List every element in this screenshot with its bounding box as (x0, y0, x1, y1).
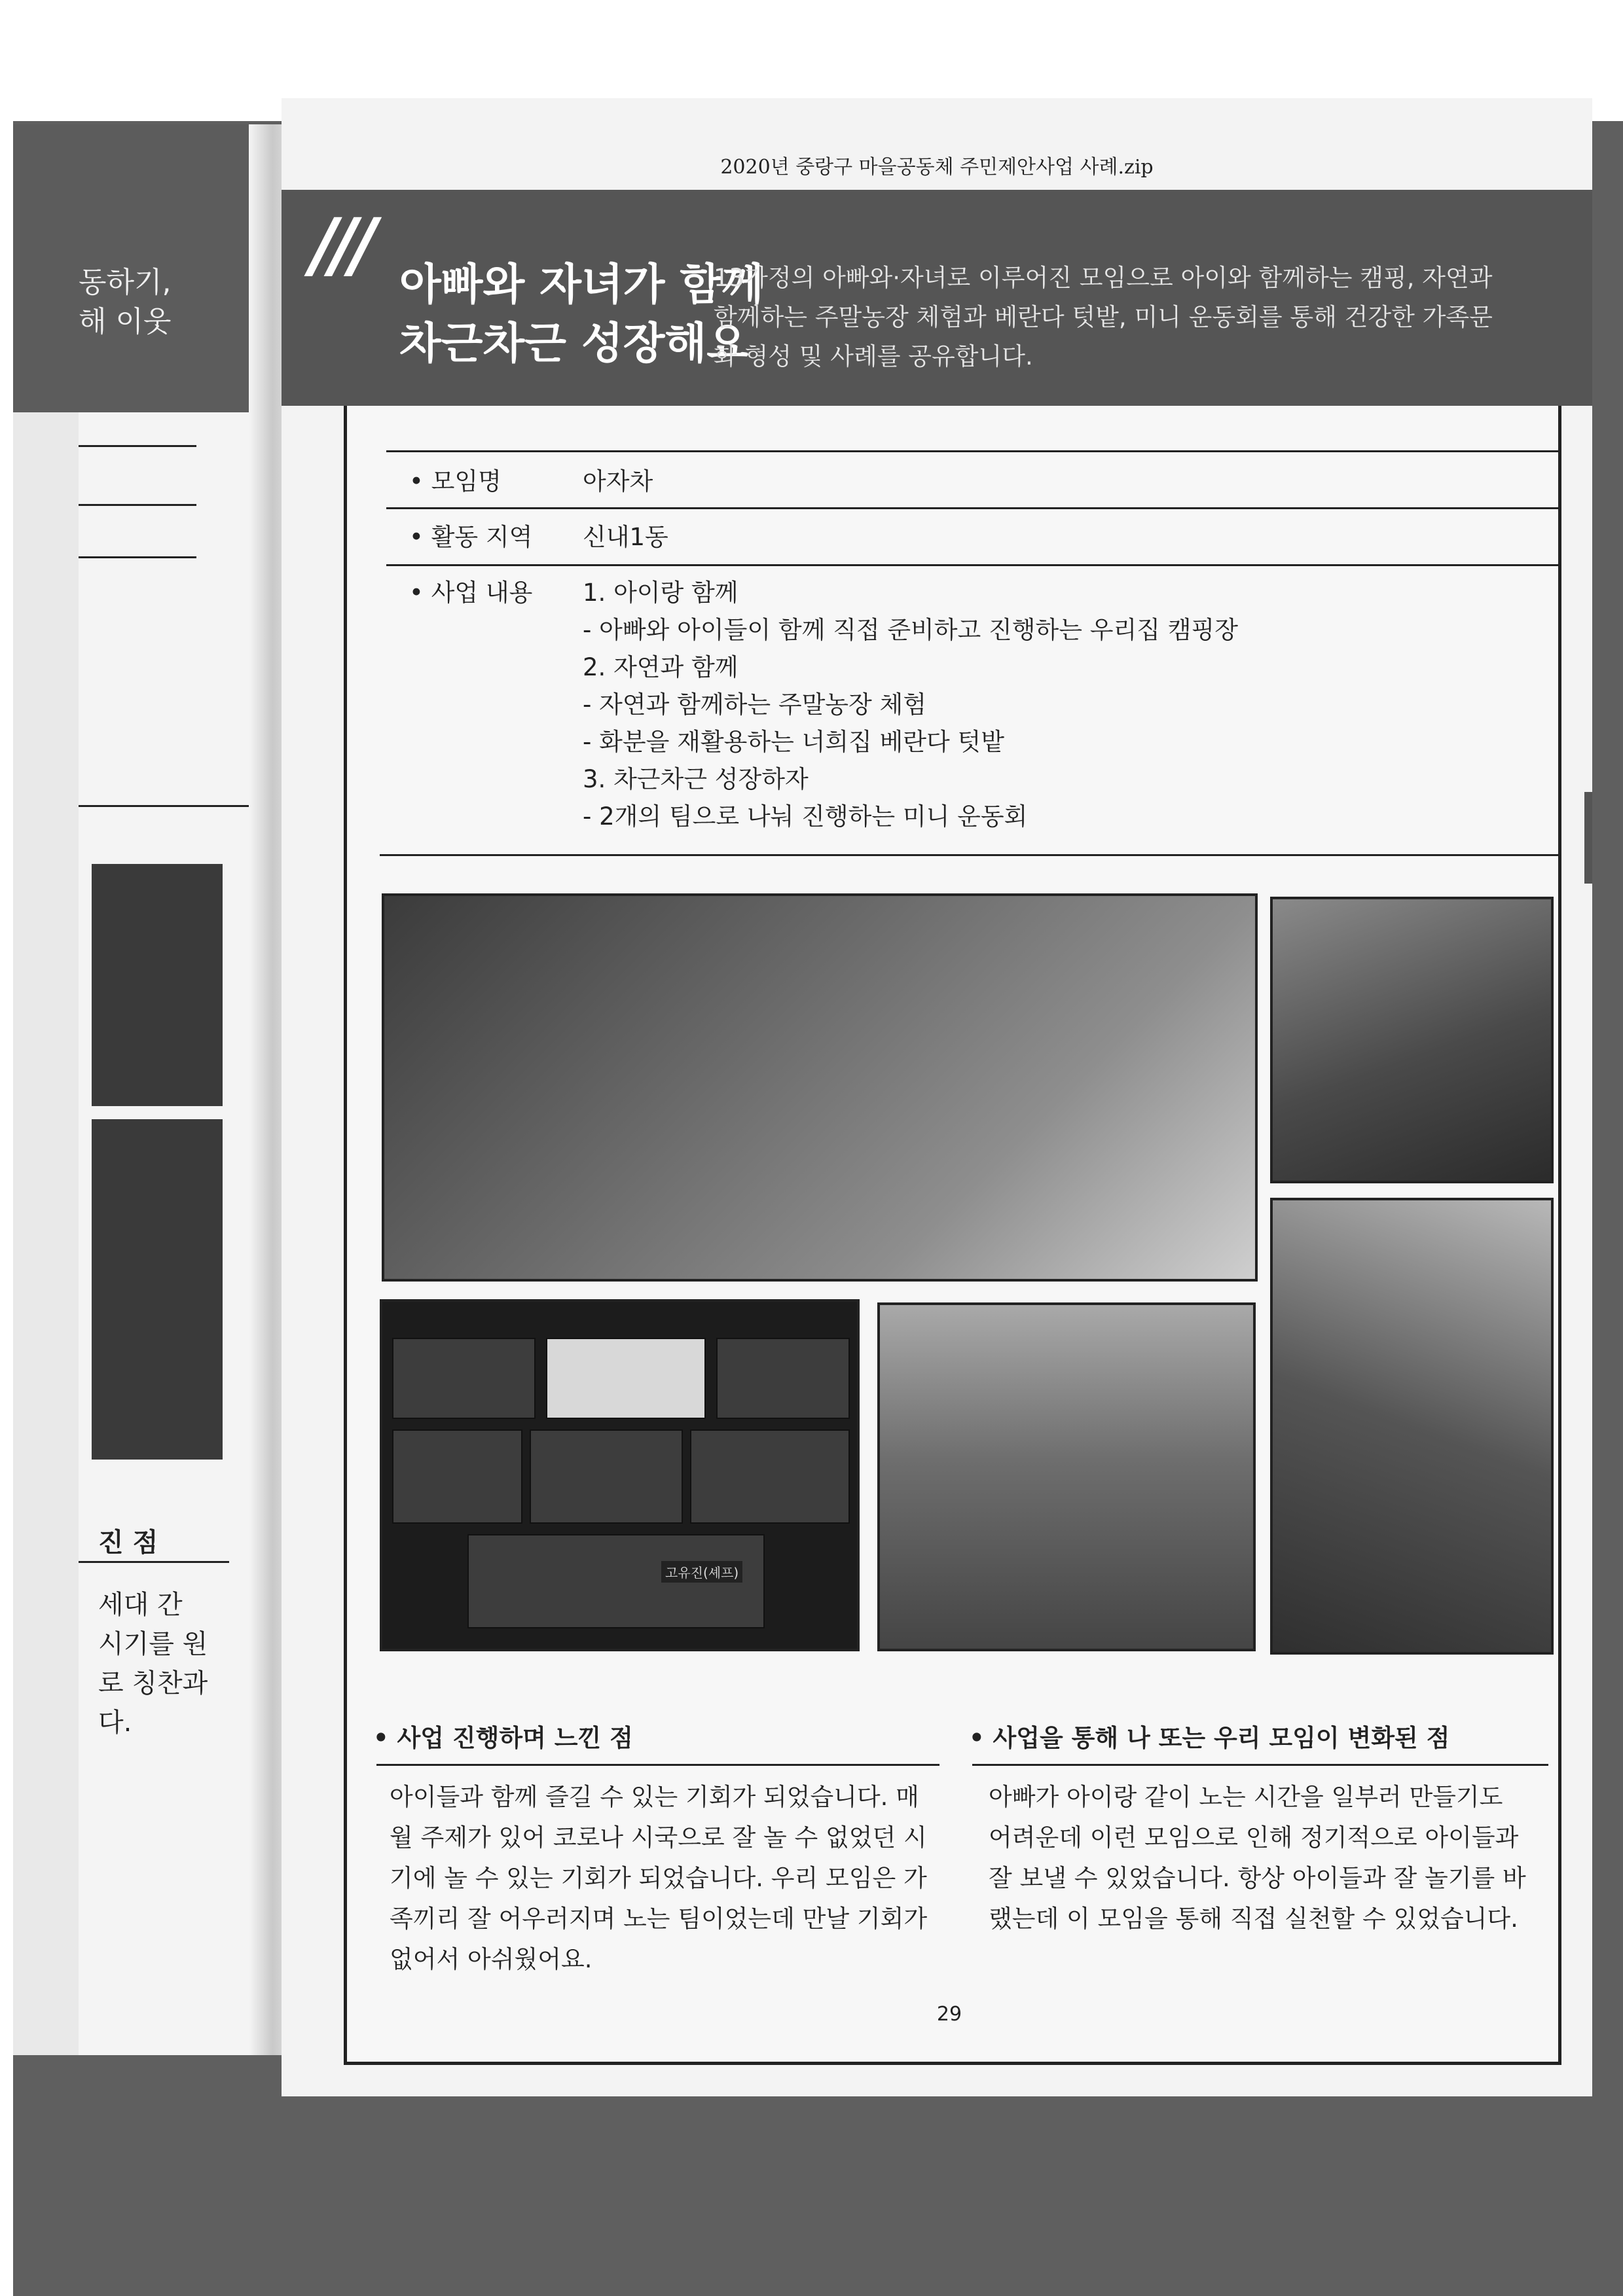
video-tile (392, 1338, 536, 1419)
prev-body-3: 로 칭찬과 (98, 1668, 208, 1698)
section-right-heading: • 사업을 통해 나 또는 우리 모임이 변화된 점 (969, 1724, 1450, 1752)
section-left-line: 아이들과 함께 즐길 수 있는 기회가 되었습니다. 매 (390, 1783, 919, 1811)
prev-rule (79, 1561, 229, 1563)
group-name-label: • 모임명 (409, 467, 501, 495)
section-right-line: 어려운데 이런 모임으로 인해 정기적으로 아이들과 (989, 1823, 1519, 1852)
section-left-line: 없어서 아쉬웠어요. (390, 1945, 593, 1973)
photo-kids-activity (1270, 1198, 1554, 1655)
page-edge-tab (1584, 792, 1592, 884)
area-label: • 활동 지역 (409, 523, 533, 551)
content-line: 3. 차근차근 성장하자 (583, 765, 809, 793)
area-value: 신내1동 (583, 523, 668, 551)
content-line: - 2개의 팀으로 나눠 진행하는 미니 운동회 (583, 802, 1028, 831)
previous-page-edge (13, 124, 275, 2055)
prev-heading: 진 점 (98, 1528, 158, 1558)
section-left-body (390, 1777, 953, 1980)
video-tile (690, 1429, 850, 1524)
prev-rule (79, 504, 196, 506)
section-left-line: 기에 놀 수 있는 기회가 되었습니다. 우리 모임은 가 (390, 1864, 927, 1892)
prev-rule (79, 445, 196, 447)
banner-title-line-2: 차근차근 성장해요 (399, 318, 749, 368)
video-tile (716, 1338, 850, 1419)
content-label: • 사업 내용 (409, 579, 533, 607)
prev-banner-text-2: 해 이웃 (79, 305, 172, 338)
video-tile (530, 1429, 683, 1524)
section-left-rule (376, 1764, 939, 1766)
photo-video-meeting (380, 1299, 860, 1651)
prev-body-2: 시기를 원 (98, 1629, 208, 1659)
photo-camping (877, 1302, 1256, 1651)
group-name-value: 아자차 (583, 467, 653, 495)
prev-banner-text-1: 동하기, (79, 266, 172, 299)
content-line: - 아빠와 아이들이 함께 직접 준비하고 진행하는 우리집 캠핑장 (583, 616, 1238, 644)
section-left-line: 족끼리 잘 어우러지며 노는 팀이었는데 만날 기회가 (390, 1905, 928, 1933)
prev-rule (79, 556, 196, 558)
video-tile (392, 1429, 522, 1524)
slash-decoration: /// (311, 203, 371, 287)
running-header: 2020년 중랑구 마을공동체 주민제안사업 사례.zip (720, 156, 1154, 179)
banner-title-line-1: 아빠와 자녀가 함께 (399, 259, 764, 310)
banner-description: 13가정의 아빠와·자녀로 이루어진 모임으로 아이와 함께하는 캠핑, 자연과 함께하는 주말농장 체험과 베란다 텃밭, 미니 운동회를 통해 건강한 가족문화 형성 및 사례를 공유합니다. (714, 264, 1493, 370)
content-line: 1. 아이랑 함께 (583, 579, 739, 607)
section-right-body (989, 1777, 1565, 1939)
photo-gardening (382, 893, 1258, 1282)
section-right-rule (972, 1764, 1548, 1766)
prev-photo (92, 864, 223, 1106)
info-top-rule (386, 450, 1558, 452)
video-name-tag: 고유진(셰프) (661, 1561, 742, 1583)
section-left-heading: • 사업 진행하며 느낀 점 (373, 1724, 633, 1752)
content-line: - 화분을 재활용하는 너희집 베란다 텃밭 (583, 728, 1005, 756)
section-left-line: 월 주제가 있어 코로나 시국으로 잘 놀 수 없었던 시 (390, 1823, 927, 1852)
banner-title (399, 255, 763, 373)
content-line: - 자연과 함께하는 주말농장 체험 (583, 691, 927, 719)
info-bottom-rule (380, 854, 1558, 856)
prev-body-1: 세대 간 (98, 1590, 183, 1620)
page-number: 29 (936, 2003, 962, 2026)
prev-rule (79, 805, 255, 807)
section-right-line: 잘 보낼 수 있었습니다. 항상 아이들과 잘 놀기를 바 (989, 1864, 1526, 1892)
info-rule (386, 507, 1558, 509)
section-right-line: 아빠가 아이랑 같이 노는 시간을 일부러 만들기도 (989, 1783, 1503, 1811)
section-right-line: 랬는데 이 모임을 통해 직접 실천할 수 있었습니다. (989, 1905, 1518, 1933)
video-tile (546, 1338, 706, 1419)
prev-photo (92, 1119, 223, 1460)
photo-tent-kids (1270, 897, 1554, 1183)
content-line: 2. 자연과 함께 (583, 653, 739, 681)
prev-body-4: 다. (98, 1708, 132, 1738)
info-rule (386, 564, 1558, 566)
